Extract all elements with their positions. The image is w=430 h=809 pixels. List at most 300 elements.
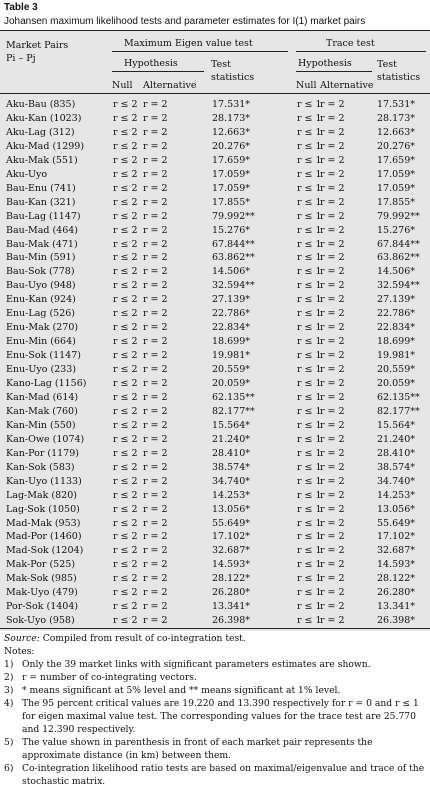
cell-trace-alternative: r = 2 xyxy=(320,140,345,152)
cell-eigen-alternative: r = 2 xyxy=(143,322,168,334)
cell-eigen-null: r ≤ 2 xyxy=(113,433,138,445)
cell-trace-alternative: r = 2 xyxy=(320,587,345,599)
note-item xyxy=(4,658,426,671)
cell-eigen-alternative: r = 2 xyxy=(143,503,168,515)
cell-eigen-alternative: r = 2 xyxy=(143,196,168,208)
cell-trace-alternative: r = 2 xyxy=(320,378,345,389)
note-text: Only the 39 market links with significant parameters estimates are shown. xyxy=(22,659,371,670)
cell-trace-test-stat: 13.341* xyxy=(377,601,415,613)
cell-eigen-test-stat: 15.276* xyxy=(212,224,250,236)
cell-market-pair: Mak-Uyo (479) xyxy=(6,587,78,599)
cell-trace-alternative: r = 2 xyxy=(320,224,345,236)
cell-trace-test-stat: 17.659* xyxy=(377,154,415,166)
cell-eigen-test-stat: 14.506* xyxy=(212,266,250,278)
cell-trace-test-stat: 28.122* xyxy=(377,573,415,585)
cell-market-pair: Aku-Lag (312) xyxy=(6,126,75,138)
cell-eigen-test-stat: 32.594** xyxy=(212,280,255,292)
cell-eigen-test-stat: 28.410* xyxy=(212,447,250,459)
cell-trace-test-stat: 20.559* xyxy=(377,364,415,376)
note-item xyxy=(4,697,426,736)
cell-trace-alternative: r = 2 xyxy=(320,559,345,571)
cell-eigen-test-stat: 63.862** xyxy=(212,252,255,264)
note-number: 6) xyxy=(4,763,14,774)
cell-eigen-test-stat: 20.059* xyxy=(212,378,250,389)
cell-trace-test-stat: 55.649* xyxy=(377,517,415,529)
cell-eigen-alternative: r = 2 xyxy=(143,447,168,459)
header-trace: Trace test xyxy=(326,38,375,49)
cell-eigen-test-stat: 12.663* xyxy=(212,126,250,138)
cell-trace-null: r ≤ 1 xyxy=(297,405,322,417)
cell-trace-null: r ≤ 1 xyxy=(297,419,322,431)
cell-eigen-null: r ≤ 2 xyxy=(113,322,138,334)
cell-trace-test-stat: 82.177** xyxy=(377,405,420,417)
cell-trace-null: r ≤ 1 xyxy=(297,154,322,166)
cell-trace-alternative: r = 2 xyxy=(320,308,345,320)
cell-trace-alternative: r = 2 xyxy=(320,280,345,292)
cell-eigen-test-stat: 21.240* xyxy=(212,433,250,445)
cell-eigen-test-stat: 55.649* xyxy=(212,517,250,529)
cell-eigen-alternative: r = 2 xyxy=(143,224,168,236)
cell-market-pair: Kano-Lag (1156) xyxy=(6,378,87,389)
cell-eigen-alternative: r = 2 xyxy=(143,573,168,585)
cell-eigen-test-stat: 17.059* xyxy=(212,182,250,194)
cell-market-pair: Bau-Mad (464) xyxy=(6,224,79,236)
cell-trace-null: r ≤ 1 xyxy=(297,489,322,501)
cell-trace-null: r ≤ 1 xyxy=(297,447,322,459)
cell-eigen-null: r ≤ 2 xyxy=(113,350,138,362)
cell-trace-alternative: r = 2 xyxy=(320,294,345,306)
table-subtitle: Johansen maximum likelihood tests and parameter estimates for I(1) market pairs xyxy=(4,16,366,27)
cell-eigen-alternative: r = 2 xyxy=(143,210,168,222)
cell-eigen-null: r ≤ 2 xyxy=(113,364,138,376)
cell-trace-null: r ≤ 1 xyxy=(297,615,322,627)
cell-market-pair: Aku-Uyo xyxy=(6,168,48,180)
cell-eigen-alternative: r = 2 xyxy=(143,587,168,599)
cell-trace-null: r ≤ 1 xyxy=(297,559,322,571)
cell-eigen-alternative: r = 2 xyxy=(143,252,168,264)
note-number: 1) xyxy=(4,659,14,670)
cell-trace-test-stat: 67.844** xyxy=(377,238,420,250)
cell-trace-null: r ≤ 1 xyxy=(297,252,322,264)
cell-trace-test-stat: 28.410* xyxy=(377,447,415,459)
cell-trace-alternative: r = 2 xyxy=(320,336,345,348)
cell-eigen-null: r ≤ 2 xyxy=(113,336,138,348)
cell-trace-null: r ≤ 1 xyxy=(297,587,322,599)
cell-eigen-null: r ≤ 2 xyxy=(113,238,138,250)
source-line xyxy=(4,632,426,645)
notes-list xyxy=(4,658,426,788)
table-title: Table 3 xyxy=(4,2,38,13)
cell-trace-null: r ≤ 1 xyxy=(297,391,322,403)
cell-eigen-alternative: r = 2 xyxy=(143,126,168,138)
cell-eigen-null: r ≤ 2 xyxy=(113,503,138,515)
cell-eigen-alternative: r = 2 xyxy=(143,559,168,571)
cell-trace-test-stat: 32.687* xyxy=(377,545,415,557)
cell-eigen-test-stat: 19.981* xyxy=(212,350,250,362)
rule-eigen-hypothesis xyxy=(112,71,204,72)
cell-eigen-test-stat: 20.276* xyxy=(212,140,250,152)
cell-trace-test-stat: 14.506* xyxy=(377,266,415,278)
cell-market-pair: Bau-Mak (471) xyxy=(6,238,78,250)
cell-market-pair: Enu-Lag (526) xyxy=(6,308,76,320)
cell-eigen-alternative: r = 2 xyxy=(143,280,168,292)
cell-market-pair: Bau-Kan (321) xyxy=(6,196,76,208)
cell-trace-test-stat: 79.992** xyxy=(377,210,420,222)
cell-eigen-test-stat: 22.834* xyxy=(212,322,250,334)
cell-trace-alternative: r = 2 xyxy=(320,364,345,376)
rule-header-bottom xyxy=(0,93,430,94)
cell-eigen-test-stat: 18.699* xyxy=(212,336,250,348)
cell-trace-test-stat: 17.102* xyxy=(377,531,415,543)
cell-trace-test-stat: 26.280* xyxy=(377,587,415,599)
cell-market-pair: Bau-Sok (778) xyxy=(6,266,75,278)
cell-trace-alternative: r = 2 xyxy=(320,210,345,222)
cell-trace-alternative: r = 2 xyxy=(320,531,345,543)
cell-eigen-alternative: r = 2 xyxy=(143,112,168,124)
cell-eigen-alternative: r = 2 xyxy=(143,601,168,613)
cell-trace-test-stat: 15.564* xyxy=(377,419,415,431)
cell-eigen-test-stat: 17.059* xyxy=(212,168,250,180)
cell-trace-alternative: r = 2 xyxy=(320,461,345,473)
note-item xyxy=(4,762,426,788)
cell-trace-alternative: r = 2 xyxy=(320,615,345,627)
cell-eigen-null: r ≤ 2 xyxy=(113,266,138,278)
cell-market-pair: Mak-Sok (985) xyxy=(6,573,77,585)
cell-trace-alternative: r = 2 xyxy=(320,322,345,334)
cell-eigen-alternative: r = 2 xyxy=(143,336,168,348)
cell-market-pair: Mak-Por (525) xyxy=(6,559,76,571)
cell-eigen-test-stat: 20.559* xyxy=(212,364,250,376)
cell-eigen-null: r ≤ 2 xyxy=(113,99,138,110)
cell-market-pair: Lag-Sok (1050) xyxy=(6,503,80,515)
cell-trace-null: r ≤ 1 xyxy=(297,294,322,306)
cell-trace-null: r ≤ 1 xyxy=(297,99,322,110)
cell-eigen-test-stat: 14.593* xyxy=(212,559,250,571)
cell-trace-test-stat: 22.834* xyxy=(377,322,415,334)
cell-trace-null: r ≤ 1 xyxy=(297,266,322,278)
cell-eigen-null: r ≤ 2 xyxy=(113,140,138,152)
cell-trace-test-stat: 18.699* xyxy=(377,336,415,348)
cell-trace-alternative: r = 2 xyxy=(320,489,345,501)
header-pair-symbol: Pi – Pj xyxy=(6,53,36,64)
cell-trace-null: r ≤ 1 xyxy=(297,378,322,389)
cell-trace-test-stat: 15.276* xyxy=(377,224,415,236)
cell-eigen-null: r ≤ 2 xyxy=(113,489,138,501)
cell-trace-null: r ≤ 1 xyxy=(297,364,322,376)
cell-trace-test-stat: 17.855* xyxy=(377,196,415,208)
cell-eigen-null: r ≤ 2 xyxy=(113,475,138,487)
cell-trace-null: r ≤ 1 xyxy=(297,601,322,613)
notes-label: Notes: xyxy=(4,646,35,657)
cell-eigen-alternative: r = 2 xyxy=(143,99,168,110)
cell-trace-test-stat: 20.276* xyxy=(377,140,415,152)
cell-trace-alternative: r = 2 xyxy=(320,112,345,124)
cell-eigen-null: r ≤ 2 xyxy=(113,154,138,166)
cell-market-pair: Mad-Por (1460) xyxy=(6,531,82,543)
cell-trace-test-stat: 26.398* xyxy=(377,615,415,627)
cell-trace-null: r ≤ 1 xyxy=(297,280,322,292)
cell-eigen-null: r ≤ 2 xyxy=(113,517,138,529)
cell-eigen-alternative: r = 2 xyxy=(143,294,168,306)
header-market-pairs: Market Pairs xyxy=(6,40,69,51)
cell-trace-alternative: r = 2 xyxy=(320,350,345,362)
cell-trace-alternative: r = 2 xyxy=(320,99,345,110)
cell-eigen-test-stat: 27.139* xyxy=(212,294,250,306)
note-number: 2) xyxy=(4,672,14,683)
cell-eigen-test-stat: 67.844** xyxy=(212,238,255,250)
cell-eigen-test-stat: 28.173* xyxy=(212,112,250,124)
cell-trace-null: r ≤ 1 xyxy=(297,112,322,124)
cell-trace-test-stat: 13.056* xyxy=(377,503,415,515)
cell-trace-null: r ≤ 1 xyxy=(297,308,322,320)
cell-trace-null: r ≤ 1 xyxy=(297,350,322,362)
cell-trace-test-stat: 62.135** xyxy=(377,391,420,403)
note-text: Co-integration likelihood ratio tests are based on maximal/eigenvalue and trace of the stochastic matrix. xyxy=(22,763,425,787)
cell-trace-test-stat: 14.253* xyxy=(377,489,415,501)
cell-trace-null: r ≤ 1 xyxy=(297,224,322,236)
note-number: 3) xyxy=(4,685,14,696)
source-text: Compiled from result of co-integration test. xyxy=(42,633,246,644)
cell-eigen-test-stat: 38.574* xyxy=(212,461,250,473)
cell-eigen-null: r ≤ 2 xyxy=(113,112,138,124)
cell-eigen-test-stat: 13.341* xyxy=(212,601,250,613)
cell-eigen-test-stat: 82.177** xyxy=(212,405,255,417)
header-eigen-alternative: Alternative xyxy=(143,80,197,91)
cell-eigen-test-stat: 17.855* xyxy=(212,196,250,208)
header-trace-alternative: Alternative xyxy=(320,80,374,91)
cell-eigen-test-stat: 26.398* xyxy=(212,615,250,627)
header-eigen-hypothesis: Hypothesis xyxy=(124,58,178,69)
cell-eigen-null: r ≤ 2 xyxy=(113,252,138,264)
cell-trace-test-stat: 17.059* xyxy=(377,168,415,180)
cell-eigen-null: r ≤ 2 xyxy=(113,168,138,180)
cell-eigen-alternative: r = 2 xyxy=(143,364,168,376)
cell-market-pair: Kan-Uyo (1133) xyxy=(6,475,82,487)
cell-market-pair: Enu-Min (664) xyxy=(6,336,76,348)
note-text: The 95 percent critical values are 19.220 and 13.390 respectively for r = 0 and r ≤ 1 for eigen maximal value test. The corresponding values for the trace test are 25.770 and 12.390 respectively. xyxy=(22,698,419,735)
cell-eigen-null: r ≤ 2 xyxy=(113,587,138,599)
cell-market-pair: Kan-Mak (760) xyxy=(6,405,78,417)
rule-bottom xyxy=(0,628,430,629)
cell-market-pair: Kan-Mad (614) xyxy=(6,391,79,403)
cell-trace-test-stat: 17.531* xyxy=(377,99,415,110)
cell-eigen-alternative: r = 2 xyxy=(143,475,168,487)
cell-eigen-null: r ≤ 2 xyxy=(113,545,138,557)
cell-eigen-null: r ≤ 2 xyxy=(113,405,138,417)
cell-trace-alternative: r = 2 xyxy=(320,266,345,278)
cell-trace-test-stat: 27.139* xyxy=(377,294,415,306)
cell-eigen-test-stat: 32.687* xyxy=(212,545,250,557)
header-trace-null: Null xyxy=(296,80,317,91)
cell-eigen-null: r ≤ 2 xyxy=(113,126,138,138)
cell-market-pair: Bau-Lag (1147) xyxy=(6,210,81,222)
cell-market-pair: Sok-Uyo (958) xyxy=(6,615,75,627)
cell-eigen-null: r ≤ 2 xyxy=(113,531,138,543)
cell-trace-test-stat: 21.240* xyxy=(377,433,415,445)
header-trace-hypothesis: Hypothesis xyxy=(298,58,352,69)
header-eigen-test-statistics: Test statistics xyxy=(211,59,255,83)
cell-eigen-alternative: r = 2 xyxy=(143,545,168,557)
cell-market-pair: Aku-Mak (551) xyxy=(6,154,78,166)
cell-eigen-test-stat: 79.992** xyxy=(212,210,255,222)
cell-trace-test-stat: 17.059* xyxy=(377,182,415,194)
rule-eigen-group xyxy=(112,51,288,52)
cell-trace-null: r ≤ 1 xyxy=(297,196,322,208)
cell-market-pair: Kan-Sok (583) xyxy=(6,461,75,473)
cell-market-pair: Kan-Owe (1074) xyxy=(6,433,85,445)
cell-eigen-null: r ≤ 2 xyxy=(113,224,138,236)
cell-trace-alternative: r = 2 xyxy=(320,517,345,529)
cell-trace-null: r ≤ 1 xyxy=(297,126,322,138)
cell-eigen-null: r ≤ 2 xyxy=(113,601,138,613)
cell-eigen-alternative: r = 2 xyxy=(143,378,168,389)
cell-trace-alternative: r = 2 xyxy=(320,405,345,417)
cell-trace-alternative: r = 2 xyxy=(320,154,345,166)
header-trace-test-statistics: Test statistics xyxy=(377,59,421,83)
header-max-eigen: Maximum Eigen value test xyxy=(124,38,253,49)
cell-trace-alternative: r = 2 xyxy=(320,475,345,487)
cell-eigen-null: r ≤ 2 xyxy=(113,615,138,627)
cell-eigen-alternative: r = 2 xyxy=(143,531,168,543)
cell-eigen-test-stat: 15.564* xyxy=(212,419,250,431)
rule-trace-hypothesis xyxy=(296,71,372,72)
cell-trace-null: r ≤ 1 xyxy=(297,503,322,515)
cell-trace-alternative: r = 2 xyxy=(320,168,345,180)
cell-trace-null: r ≤ 1 xyxy=(297,545,322,557)
cell-eigen-alternative: r = 2 xyxy=(143,350,168,362)
cell-eigen-alternative: r = 2 xyxy=(143,405,168,417)
cell-eigen-alternative: r = 2 xyxy=(143,489,168,501)
cell-eigen-alternative: r = 2 xyxy=(143,308,168,320)
cell-market-pair: Aku-Kan (1023) xyxy=(6,112,82,124)
note-item xyxy=(4,736,426,762)
cell-eigen-null: r ≤ 2 xyxy=(113,391,138,403)
cell-eigen-null: r ≤ 2 xyxy=(113,294,138,306)
cell-market-pair: Bau-Min (591) xyxy=(6,252,76,264)
cell-eigen-alternative: r = 2 xyxy=(143,433,168,445)
note-item xyxy=(4,684,426,697)
rule-trace-group xyxy=(296,51,426,52)
cell-eigen-null: r ≤ 2 xyxy=(113,210,138,222)
cell-trace-null: r ≤ 1 xyxy=(297,531,322,543)
cell-trace-alternative: r = 2 xyxy=(320,196,345,208)
rule-top xyxy=(0,30,430,31)
cell-market-pair: Enu-Sok (1147) xyxy=(6,350,81,362)
note-number: 5) xyxy=(4,737,14,748)
cell-market-pair: Bau-Enu (741) xyxy=(6,182,76,194)
cell-market-pair: Enu-Uyo (233) xyxy=(6,364,77,376)
cell-trace-null: r ≤ 1 xyxy=(297,517,322,529)
cell-market-pair: Aku-Mad (1299) xyxy=(6,140,85,152)
cell-trace-test-stat: 28.173* xyxy=(377,112,415,124)
cell-trace-null: r ≤ 1 xyxy=(297,573,322,585)
cell-eigen-test-stat: 26.280* xyxy=(212,587,250,599)
cell-market-pair: Mad-Mak (953) xyxy=(6,517,81,529)
cell-eigen-test-stat: 28.122* xyxy=(212,573,250,585)
cell-eigen-null: r ≤ 2 xyxy=(113,447,138,459)
cell-trace-alternative: r = 2 xyxy=(320,126,345,138)
cell-market-pair: Aku-Bau (835) xyxy=(6,99,76,110)
note-number: 4) xyxy=(4,698,14,709)
cell-trace-test-stat: 38.574* xyxy=(377,461,415,473)
cell-trace-null: r ≤ 1 xyxy=(297,210,322,222)
cell-market-pair: Mad-Sok (1204) xyxy=(6,545,84,557)
cell-trace-alternative: r = 2 xyxy=(320,601,345,613)
cell-trace-test-stat: 32.594** xyxy=(377,280,420,292)
cell-eigen-test-stat: 34.740* xyxy=(212,475,250,487)
cell-trace-test-stat: 19.981* xyxy=(377,350,415,362)
cell-eigen-test-stat: 17.659* xyxy=(212,154,250,166)
note-text: The value shown in parenthesis in front of each market pair represents the approximate distance (in km) between them. xyxy=(22,737,373,761)
cell-eigen-test-stat: 62.135** xyxy=(212,391,255,403)
cell-trace-null: r ≤ 1 xyxy=(297,336,322,348)
cell-eigen-alternative: r = 2 xyxy=(143,391,168,403)
cell-trace-alternative: r = 2 xyxy=(320,419,345,431)
cell-trace-alternative: r = 2 xyxy=(320,182,345,194)
cell-trace-null: r ≤ 1 xyxy=(297,182,322,194)
cell-eigen-test-stat: 17.102* xyxy=(212,531,250,543)
cell-market-pair: Kan-Por (1179) xyxy=(6,447,79,459)
cell-eigen-alternative: r = 2 xyxy=(143,461,168,473)
cell-eigen-alternative: r = 2 xyxy=(143,140,168,152)
cell-eigen-null: r ≤ 2 xyxy=(113,378,138,389)
cell-eigen-test-stat: 13.056* xyxy=(212,503,250,515)
cell-eigen-null: r ≤ 2 xyxy=(113,280,138,292)
header-eigen-null: Null xyxy=(112,80,133,91)
cell-trace-alternative: r = 2 xyxy=(320,573,345,585)
cell-eigen-alternative: r = 2 xyxy=(143,419,168,431)
cell-trace-null: r ≤ 1 xyxy=(297,322,322,334)
cell-trace-test-stat: 14.593* xyxy=(377,559,415,571)
cell-trace-test-stat: 63.862** xyxy=(377,252,420,264)
cell-eigen-null: r ≤ 2 xyxy=(113,196,138,208)
cell-trace-alternative: r = 2 xyxy=(320,238,345,250)
cell-trace-alternative: r = 2 xyxy=(320,447,345,459)
cell-trace-null: r ≤ 1 xyxy=(297,140,322,152)
cell-trace-test-stat: 20.059* xyxy=(377,378,415,389)
cell-trace-null: r ≤ 1 xyxy=(297,238,322,250)
cell-eigen-null: r ≤ 2 xyxy=(113,308,138,320)
cell-trace-test-stat: 12.663* xyxy=(377,126,415,138)
cell-market-pair: Kan-Min (550) xyxy=(6,419,76,431)
cell-eigen-alternative: r = 2 xyxy=(143,154,168,166)
cell-eigen-test-stat: 17.531* xyxy=(212,99,250,110)
notes-section xyxy=(4,632,426,788)
cell-trace-test-stat: 22.786* xyxy=(377,308,415,320)
cell-eigen-test-stat: 22.786* xyxy=(212,308,250,320)
cell-eigen-null: r ≤ 2 xyxy=(113,419,138,431)
cell-trace-null: r ≤ 1 xyxy=(297,433,322,445)
cell-eigen-null: r ≤ 2 xyxy=(113,573,138,585)
cell-trace-null: r ≤ 1 xyxy=(297,168,322,180)
cell-trace-alternative: r = 2 xyxy=(320,545,345,557)
cell-market-pair: Bau-Uyo (948) xyxy=(6,280,76,292)
cell-trace-alternative: r = 2 xyxy=(320,252,345,264)
cell-eigen-alternative: r = 2 xyxy=(143,517,168,529)
cell-trace-alternative: r = 2 xyxy=(320,503,345,515)
cell-eigen-alternative: r = 2 xyxy=(143,168,168,180)
cell-eigen-alternative: r = 2 xyxy=(143,615,168,627)
cell-trace-alternative: r = 2 xyxy=(320,391,345,403)
cell-eigen-null: r ≤ 2 xyxy=(113,182,138,194)
note-item xyxy=(4,671,426,684)
cell-market-pair: Enu-Kan (924) xyxy=(6,294,76,306)
cell-trace-test-stat: 34.740* xyxy=(377,475,415,487)
cell-eigen-alternative: r = 2 xyxy=(143,238,168,250)
cell-trace-null: r ≤ 1 xyxy=(297,475,322,487)
cell-eigen-alternative: r = 2 xyxy=(143,266,168,278)
cell-eigen-null: r ≤ 2 xyxy=(113,559,138,571)
